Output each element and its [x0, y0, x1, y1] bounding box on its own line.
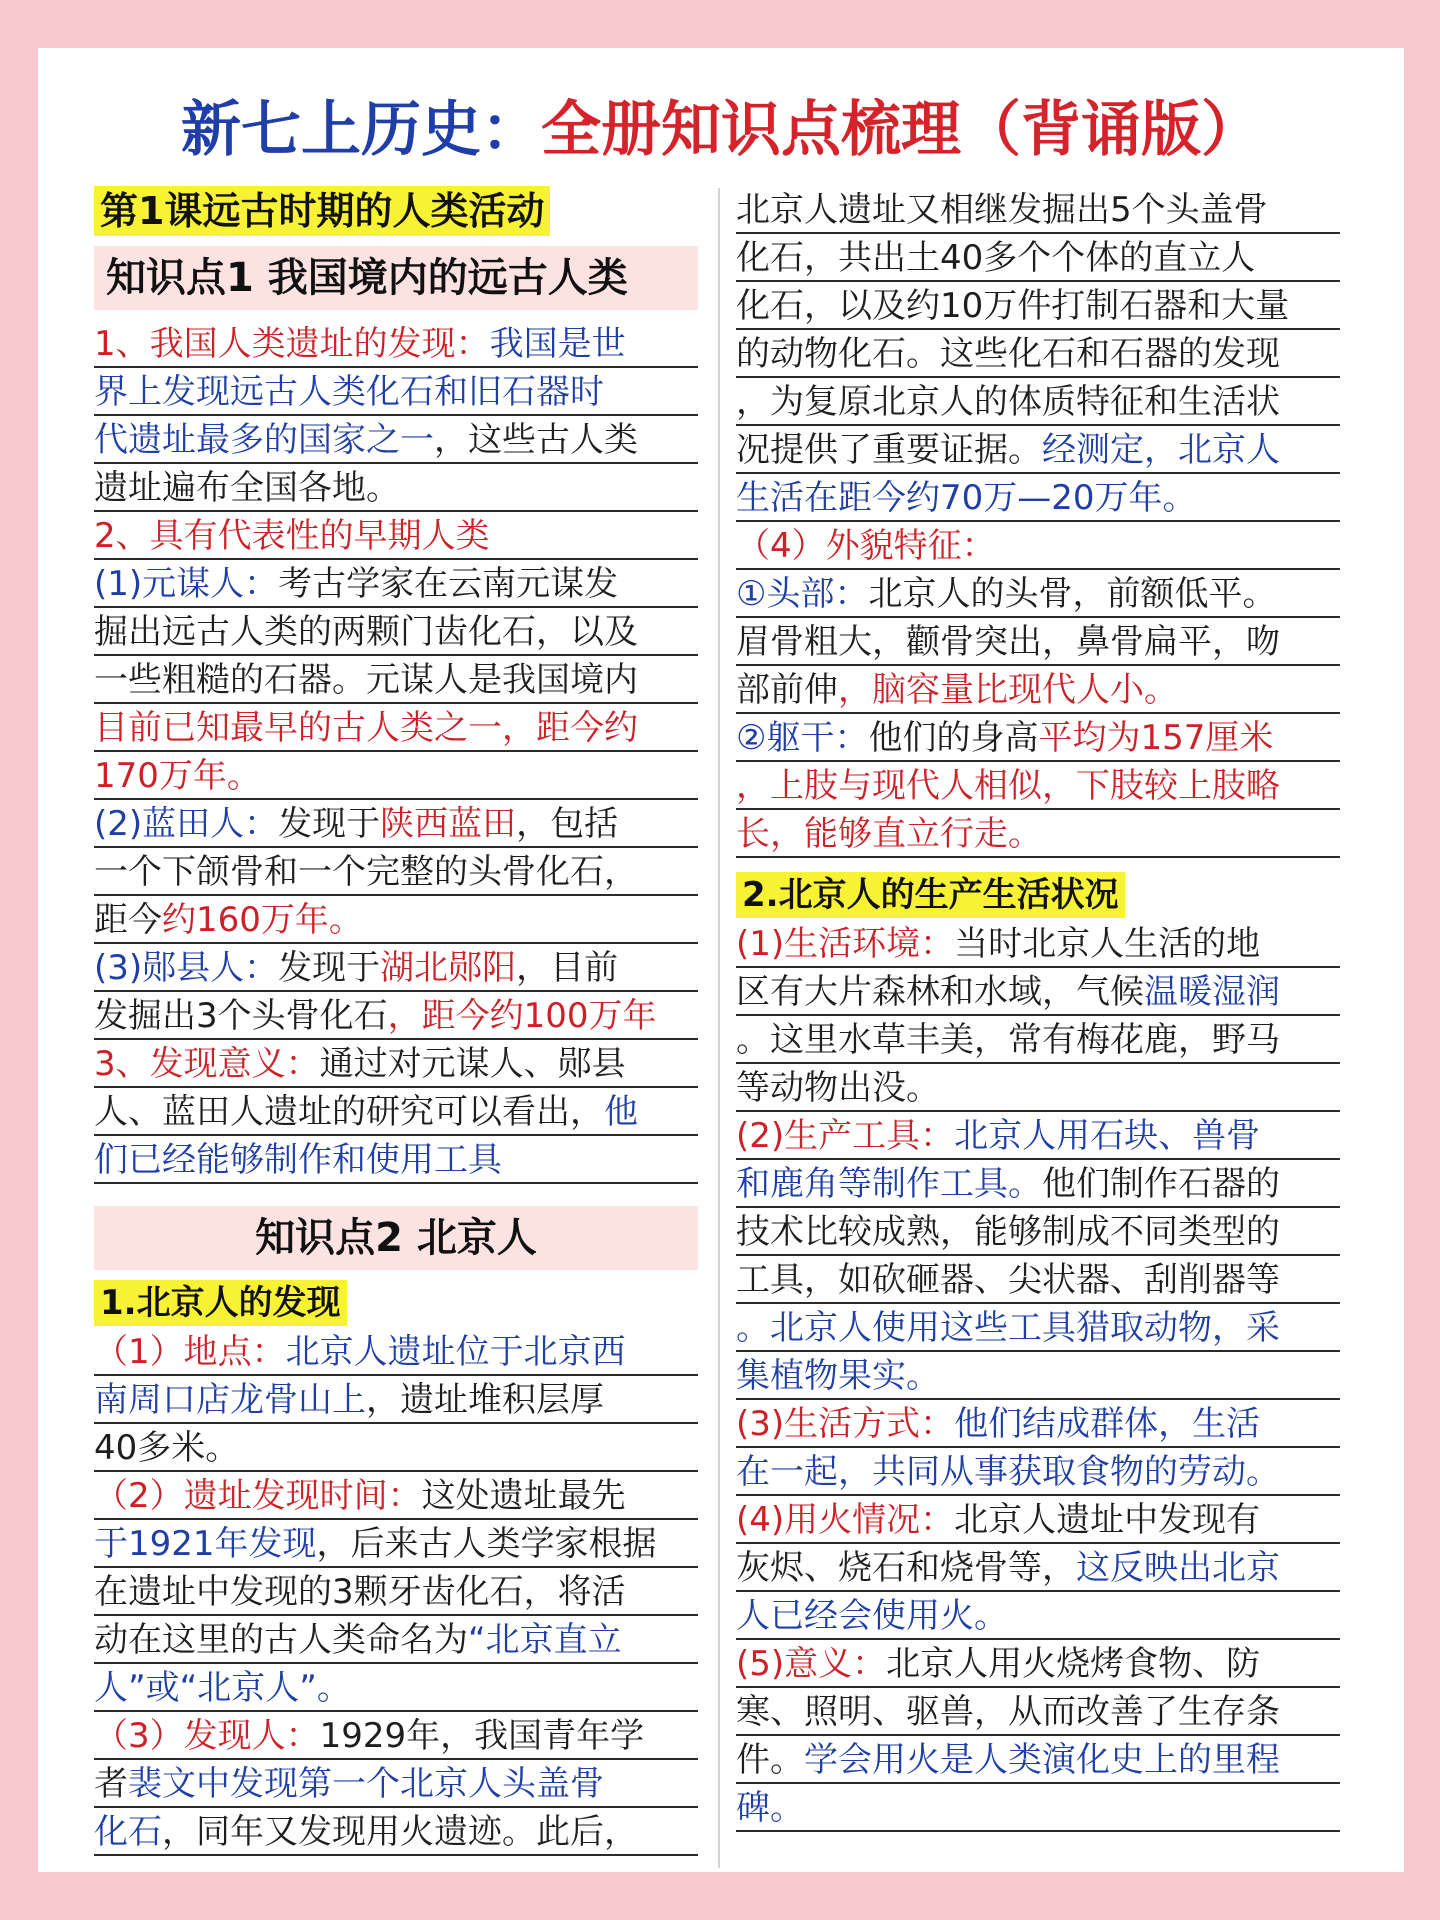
text-segment: (1)元谋人：	[94, 564, 279, 604]
text-line	[94, 1808, 698, 1856]
text-line	[94, 752, 698, 800]
text-segment: ，后来古人类学家根据	[316, 1524, 657, 1564]
text-segment: 碑。	[736, 1788, 804, 1828]
text-line	[736, 234, 1340, 282]
text-line	[736, 1016, 1340, 1064]
left-text-block-a	[94, 320, 698, 1184]
text-line	[736, 714, 1340, 762]
text-segment: （2）遗址发现时间：	[94, 1476, 422, 1516]
text-segment: (1)生活环境：	[736, 924, 955, 964]
text-segment: 况提供了重要证据。	[736, 430, 1042, 470]
text-line	[736, 1064, 1340, 1112]
text-line	[736, 1160, 1340, 1208]
text-line	[94, 1088, 698, 1136]
text-line	[736, 522, 1340, 570]
knowledge-point-2-heading: 知识点2 北京人	[94, 1206, 698, 1270]
text-segment: 他们的身高	[868, 718, 1039, 758]
text-segment: 陕西蓝田	[380, 804, 517, 844]
text-line	[94, 1712, 698, 1760]
text-line	[94, 656, 698, 704]
text-segment: 的动物化石。这些化石和石器的发现	[736, 334, 1280, 374]
text-segment: ，上肢与现代人相似，下肢较上肢略	[736, 766, 1280, 806]
text-line	[736, 1304, 1340, 1352]
text-segment: 发现于	[278, 804, 381, 844]
left-text-block-b	[94, 1328, 698, 1856]
right-text-block-b	[736, 920, 1340, 1832]
text-line	[94, 464, 698, 512]
text-segment: 一个下颌骨和一个完整的头骨化石，	[94, 852, 638, 892]
text-segment: 在一起，共同从事获取食物的劳动。	[736, 1452, 1280, 1492]
text-segment: 1929年，我国青年学	[319, 1716, 645, 1756]
text-line	[736, 474, 1340, 522]
page-title	[38, 90, 1404, 170]
text-segment: 发掘出3个头骨化石	[94, 996, 388, 1036]
text-line	[94, 848, 698, 896]
text-segment: ，同年又发现用火遗迹。此后，	[162, 1812, 638, 1852]
text-line	[94, 1328, 698, 1376]
text-segment: （4）外貌特征：	[736, 526, 996, 566]
text-line	[736, 1784, 1340, 1832]
text-segment: 在遗址中发现的3颗牙齿化石，将活	[94, 1572, 626, 1612]
text-segment: ，为复原北京人的体质特征和生活状	[736, 382, 1280, 422]
text-segment: ，遗址堆积层厚	[366, 1380, 604, 1420]
text-segment: 和鹿角等制作工具。	[736, 1164, 1042, 1204]
text-segment: 人、蓝田人遗址的研究可以看出，	[94, 1092, 604, 1132]
text-segment: 。北京人使用这些工具猎取动物，采	[736, 1308, 1280, 1348]
text-segment: 代遗址最多的国家之一	[94, 420, 434, 460]
text-segment: 他	[604, 1092, 638, 1132]
text-segment: 生活在距今约70万—20万年。	[736, 478, 1197, 518]
text-segment: 北京人的头骨，前额低平。	[868, 574, 1277, 614]
left-column	[94, 186, 698, 1856]
text-segment: 。这里水草丰美，常有梅花鹿，野马	[736, 1020, 1280, 1060]
text-segment: 他们制作石器的	[1042, 1164, 1280, 1204]
text-line	[736, 1112, 1340, 1160]
text-segment: ，这些古人类	[434, 420, 638, 460]
text-segment: 件。	[736, 1740, 804, 1780]
text-segment: 平均为157厘米	[1038, 718, 1274, 758]
text-line	[736, 1640, 1340, 1688]
text-segment: 湖北郧阳	[380, 948, 517, 988]
text-segment: ①头部：	[736, 574, 869, 614]
text-line	[94, 1424, 698, 1472]
text-segment: （1）地点：	[94, 1332, 286, 1372]
text-segment: 40多米。	[94, 1428, 240, 1468]
text-line	[94, 704, 698, 752]
text-line	[736, 426, 1340, 474]
text-line	[94, 320, 698, 368]
text-segment: 学会用火是人类演化史上的里程	[804, 1740, 1280, 1780]
text-line	[736, 762, 1340, 810]
text-line	[736, 1448, 1340, 1496]
text-segment: 这处遗址最先	[421, 1476, 626, 1516]
document-sheet	[38, 48, 1404, 1872]
text-segment: 于1921年发现	[94, 1524, 317, 1564]
text-segment: 北京人遗址位于北京西	[285, 1332, 626, 1372]
text-line	[736, 666, 1340, 714]
text-segment: 遗址遍布全国各地。	[94, 468, 400, 508]
text-segment: 发现于	[278, 948, 381, 988]
text-segment: 化石，共出土40多个个体的直立人	[736, 238, 1256, 278]
text-line	[736, 810, 1340, 858]
text-segment: 灰烬、烧石和烧骨等，	[736, 1548, 1076, 1588]
text-segment: 眉骨粗大，颧骨突出，鼻骨扁平，吻	[736, 622, 1280, 662]
text-line	[736, 282, 1340, 330]
text-segment: ②躯干：	[736, 718, 869, 758]
text-line	[736, 618, 1340, 666]
text-line	[736, 378, 1340, 426]
text-line	[94, 368, 698, 416]
text-line	[94, 1760, 698, 1808]
text-line	[94, 1616, 698, 1664]
section-heading-production-life: 2.北京人的生产生活状况	[736, 872, 1125, 918]
text-line	[736, 1400, 1340, 1448]
text-segment: 人已经会使用火。	[736, 1596, 1008, 1636]
text-segment: 长，能够直立行走。	[736, 814, 1042, 854]
text-segment: 温暖湿润	[1144, 972, 1280, 1012]
section-heading-discovery: 1.北京人的发现	[94, 1280, 347, 1326]
text-segment: 通过对元谋人、郧县	[319, 1044, 626, 1084]
title-topic: 全册知识点梳理（背诵版）	[541, 95, 1261, 165]
text-segment: 北京人遗址中发现有	[954, 1500, 1261, 1540]
text-segment: （3）发现人：	[94, 1716, 320, 1756]
text-segment: 经测定，北京人	[1042, 430, 1280, 470]
text-segment: 部前伸	[736, 670, 838, 710]
text-line	[94, 1376, 698, 1424]
text-segment: 技术比较成熟，能够制成不同类型的	[736, 1212, 1280, 1252]
text-segment: 170万年。	[94, 756, 261, 796]
text-segment: 等动物出没。	[736, 1068, 940, 1108]
text-segment: (3)生活方式：	[736, 1404, 955, 1444]
text-line	[94, 992, 698, 1040]
text-segment: 动在这里的古人类命名为	[94, 1620, 468, 1660]
text-line	[94, 560, 698, 608]
text-line	[736, 1208, 1340, 1256]
text-line	[736, 968, 1340, 1016]
text-segment: 他们结成群体，生活	[954, 1404, 1261, 1444]
text-line	[736, 570, 1340, 618]
text-segment: 当时北京人生活的地	[954, 924, 1261, 964]
text-segment: 者	[94, 1764, 128, 1804]
text-line	[94, 1520, 698, 1568]
text-segment: 化石	[94, 1812, 162, 1852]
text-segment: 化石，以及约10万件打制石器和大量	[736, 286, 1290, 326]
right-column	[736, 186, 1340, 1832]
title-subject: 新七上历史：	[181, 95, 541, 165]
text-line	[94, 944, 698, 992]
text-line	[94, 800, 698, 848]
text-segment: 2、具有代表性的早期人类	[94, 516, 490, 556]
text-segment: ，目前	[516, 948, 619, 988]
column-divider	[718, 188, 720, 1868]
text-segment: 距今	[94, 900, 162, 940]
text-segment: 掘出远古人类的两颗门齿化石，以及	[94, 612, 638, 652]
text-segment: ，距今约100万年	[387, 996, 657, 1036]
text-line	[736, 1688, 1340, 1736]
text-segment: 3、发现意义：	[94, 1044, 320, 1084]
text-segment: 这反映出北京	[1076, 1548, 1280, 1588]
text-segment: 裴文中发现第一个北京人头盖骨	[128, 1764, 604, 1804]
text-segment: ，脑容量比现代人小。	[838, 670, 1178, 710]
text-line	[94, 1568, 698, 1616]
text-line	[736, 920, 1340, 968]
text-segment: (3)郧县人：	[94, 948, 279, 988]
text-segment: 寒、照明、驱兽，从而改善了生存条	[736, 1692, 1280, 1732]
text-segment: (4)用火情况：	[736, 1500, 955, 1540]
text-segment: ，包括	[516, 804, 619, 844]
text-segment: (2)蓝田人：	[94, 804, 279, 844]
text-line	[736, 330, 1340, 378]
text-line	[94, 896, 698, 944]
text-segment: 们已经能够制作和使用工具	[94, 1140, 502, 1180]
text-segment: 目前已知最早的古人类之一，距今约	[94, 708, 638, 748]
lesson-heading: 第1课远古时期的人类活动	[94, 186, 550, 236]
text-line	[736, 1736, 1340, 1784]
text-line	[94, 512, 698, 560]
text-line	[94, 1472, 698, 1520]
text-segment: 我国是世	[489, 324, 626, 364]
text-segment: 考古学家在云南元谋发	[278, 564, 619, 604]
text-segment: 区有大片森林和水域，气候	[736, 972, 1144, 1012]
text-line	[94, 1136, 698, 1184]
text-line	[736, 1592, 1340, 1640]
text-line	[94, 1664, 698, 1712]
text-segment: “北京直立	[468, 1620, 622, 1660]
text-line	[736, 186, 1340, 234]
text-line	[736, 1496, 1340, 1544]
text-segment: 南周口店龙骨山上	[94, 1380, 366, 1420]
text-segment: 集植物果实。	[736, 1356, 940, 1396]
text-line	[94, 608, 698, 656]
text-segment: 工具，如砍砸器、尖状器、刮削器等	[736, 1260, 1280, 1300]
text-segment: (2)生产工具：	[736, 1116, 955, 1156]
text-line	[94, 416, 698, 464]
knowledge-point-1-heading: 知识点1 我国境内的远古人类	[94, 246, 698, 310]
text-line	[736, 1544, 1340, 1592]
text-line	[736, 1256, 1340, 1304]
text-segment: 北京人遗址又相继发掘出5个头盖骨	[736, 190, 1268, 230]
right-text-block-a	[736, 186, 1340, 858]
text-segment: 约160万年。	[162, 900, 363, 940]
text-segment: 北京人用石块、兽骨	[954, 1116, 1261, 1156]
text-segment: (5)意义：	[736, 1644, 887, 1684]
text-segment: 北京人用火烧烤食物、防	[886, 1644, 1261, 1684]
text-segment: 人”或“北京人”。	[94, 1668, 351, 1708]
text-line	[94, 1040, 698, 1088]
text-segment: 界上发现远古人类化石和旧石器时	[94, 372, 604, 412]
text-line	[736, 1352, 1340, 1400]
text-segment: 1、我国人类遗址的发现：	[94, 324, 490, 364]
text-segment: 一些粗糙的石器。元谋人是我国境内	[94, 660, 638, 700]
